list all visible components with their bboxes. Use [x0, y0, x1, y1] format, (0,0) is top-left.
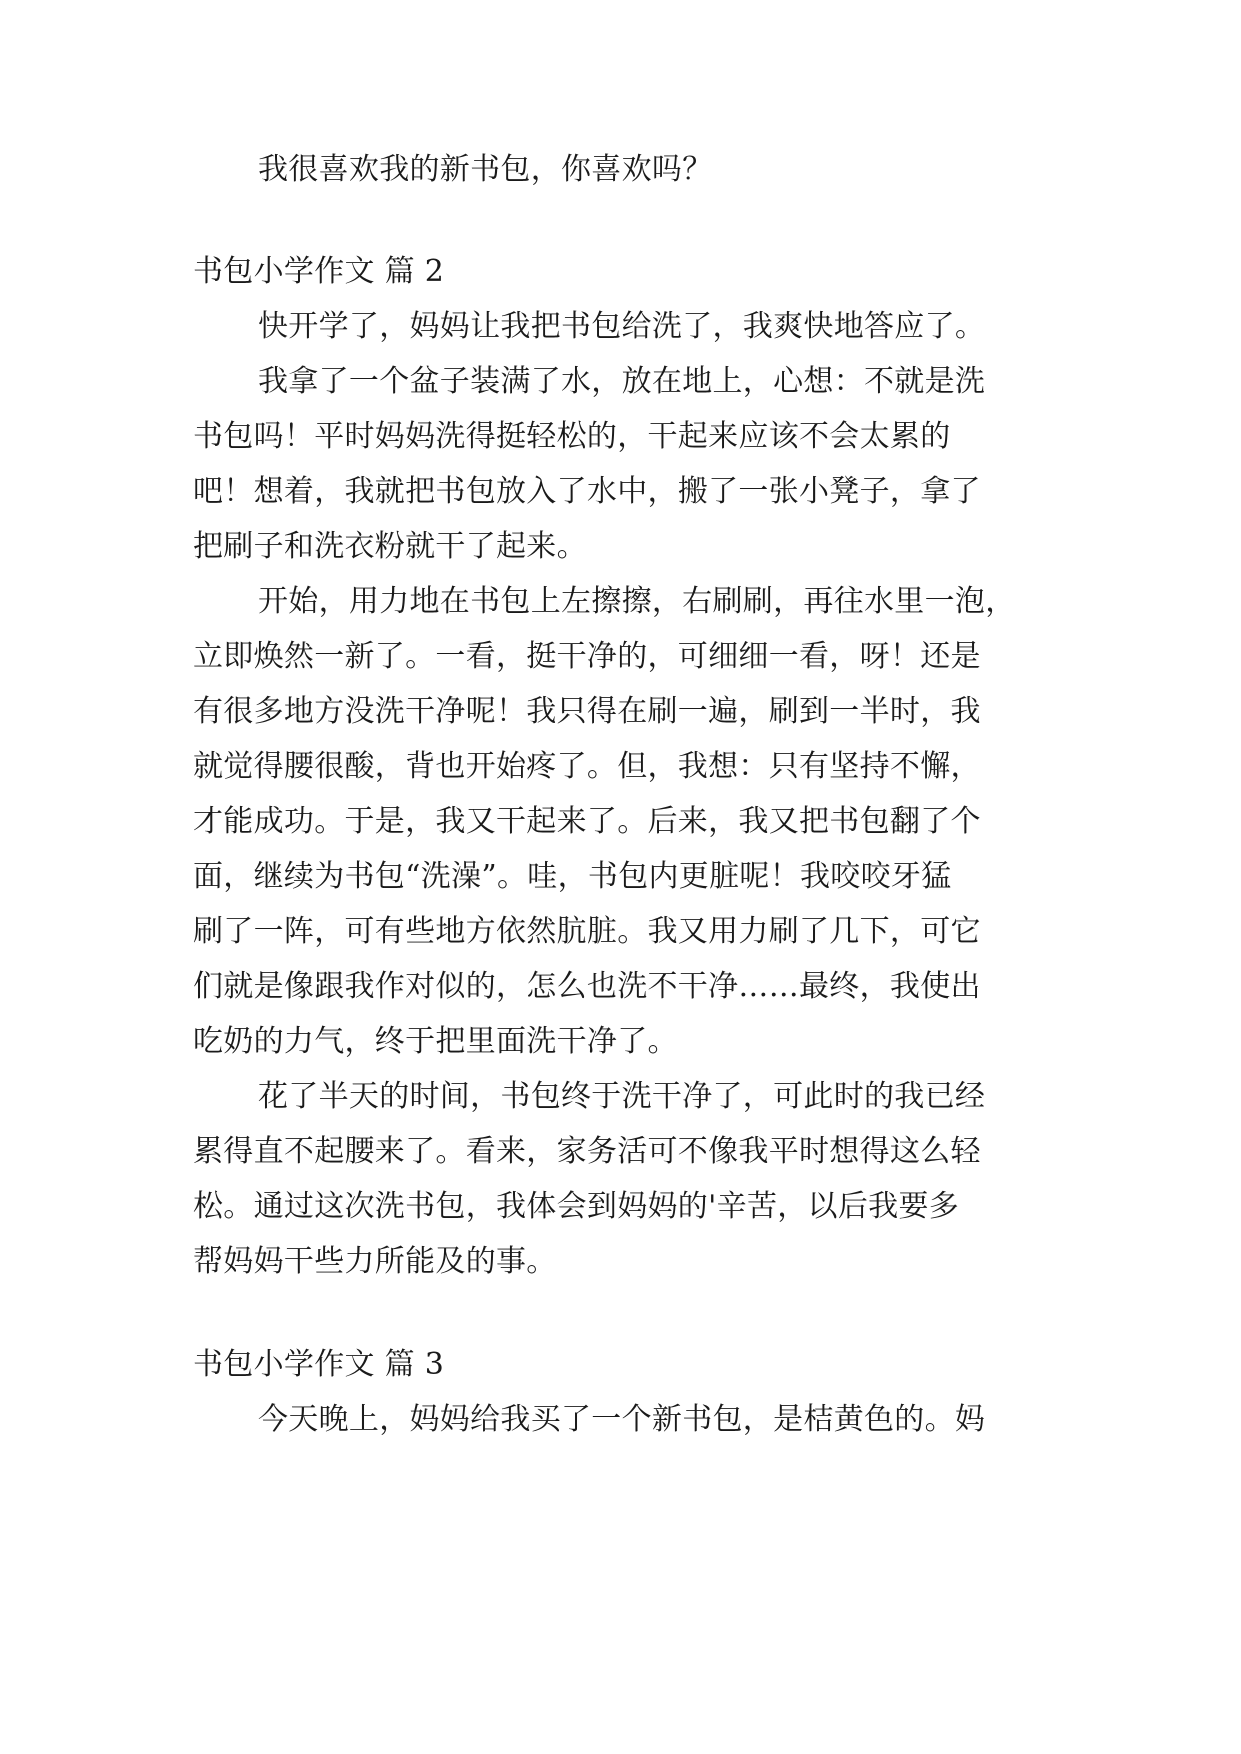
section-heading: 书包小学作文 篇 3	[193, 1347, 445, 1382]
paragraph-line: 立即焕然一新了。一看，挺干净的，可细细一看，呀！还是	[193, 639, 981, 674]
paragraph-line: 才能成功。于是，我又干起来了。后来，我又把书包翻了个	[193, 804, 981, 839]
paragraph-line: 就觉得腰很酸，背也开始疼了。但，我想：只有坚持不懈，	[193, 749, 981, 784]
paragraph-line: 书包吗！平时妈妈洗得挺轻松的，干起来应该不会太累的	[193, 419, 951, 454]
paragraph-line: 花了半天的时间，书包终于洗干净了，可此时的我已经	[258, 1079, 986, 1114]
paragraph-line: 吃奶的力气，终于把里面洗干净了。	[193, 1024, 678, 1059]
paragraph-line: 们就是像跟我作对似的，怎么也洗不干净……最终，我使出	[193, 969, 981, 1004]
paragraph-line: 快开学了，妈妈让我把书包给洗了，我爽快地答应了。	[258, 309, 986, 344]
paragraph-line: 我很喜欢我的新书包，你喜欢吗？	[258, 152, 713, 187]
paragraph-line: 面，继续为书包“洗澡”。哇，书包内更脏呢！我咬咬牙猛	[193, 859, 952, 894]
paragraph-line: 把刷子和洗衣粉就干了起来。	[193, 529, 587, 564]
paragraph-line: 今天晚上，妈妈给我买了一个新书包，是桔黄色的。妈	[258, 1402, 986, 1437]
paragraph-line: 开始，用力地在书包上左擦擦，右刷刷，再往水里一泡，	[258, 584, 1016, 619]
section-heading: 书包小学作文 篇 2	[193, 254, 445, 289]
paragraph-line: 吧！想着，我就把书包放入了水中，搬了一张小凳子，拿了	[193, 474, 981, 509]
paragraph-line: 我拿了一个盆子装满了水，放在地上，心想：不就是洗	[258, 364, 986, 399]
paragraph-line: 刷了一阵，可有些地方依然肮脏。我又用力刷了几下，可它	[193, 914, 981, 949]
paragraph-line: 松。通过这次洗书包，我体会到妈妈的'辛苦，以后我要多	[193, 1189, 960, 1224]
paragraph-line: 帮妈妈干些力所能及的事。	[193, 1244, 557, 1279]
paragraph-line: 有很多地方没洗干净呢！我只得在刷一遍，刷到一半时，我	[193, 694, 981, 729]
paragraph-line: 累得直不起腰来了。看来，家务活可不像我平时想得这么轻	[193, 1134, 981, 1169]
